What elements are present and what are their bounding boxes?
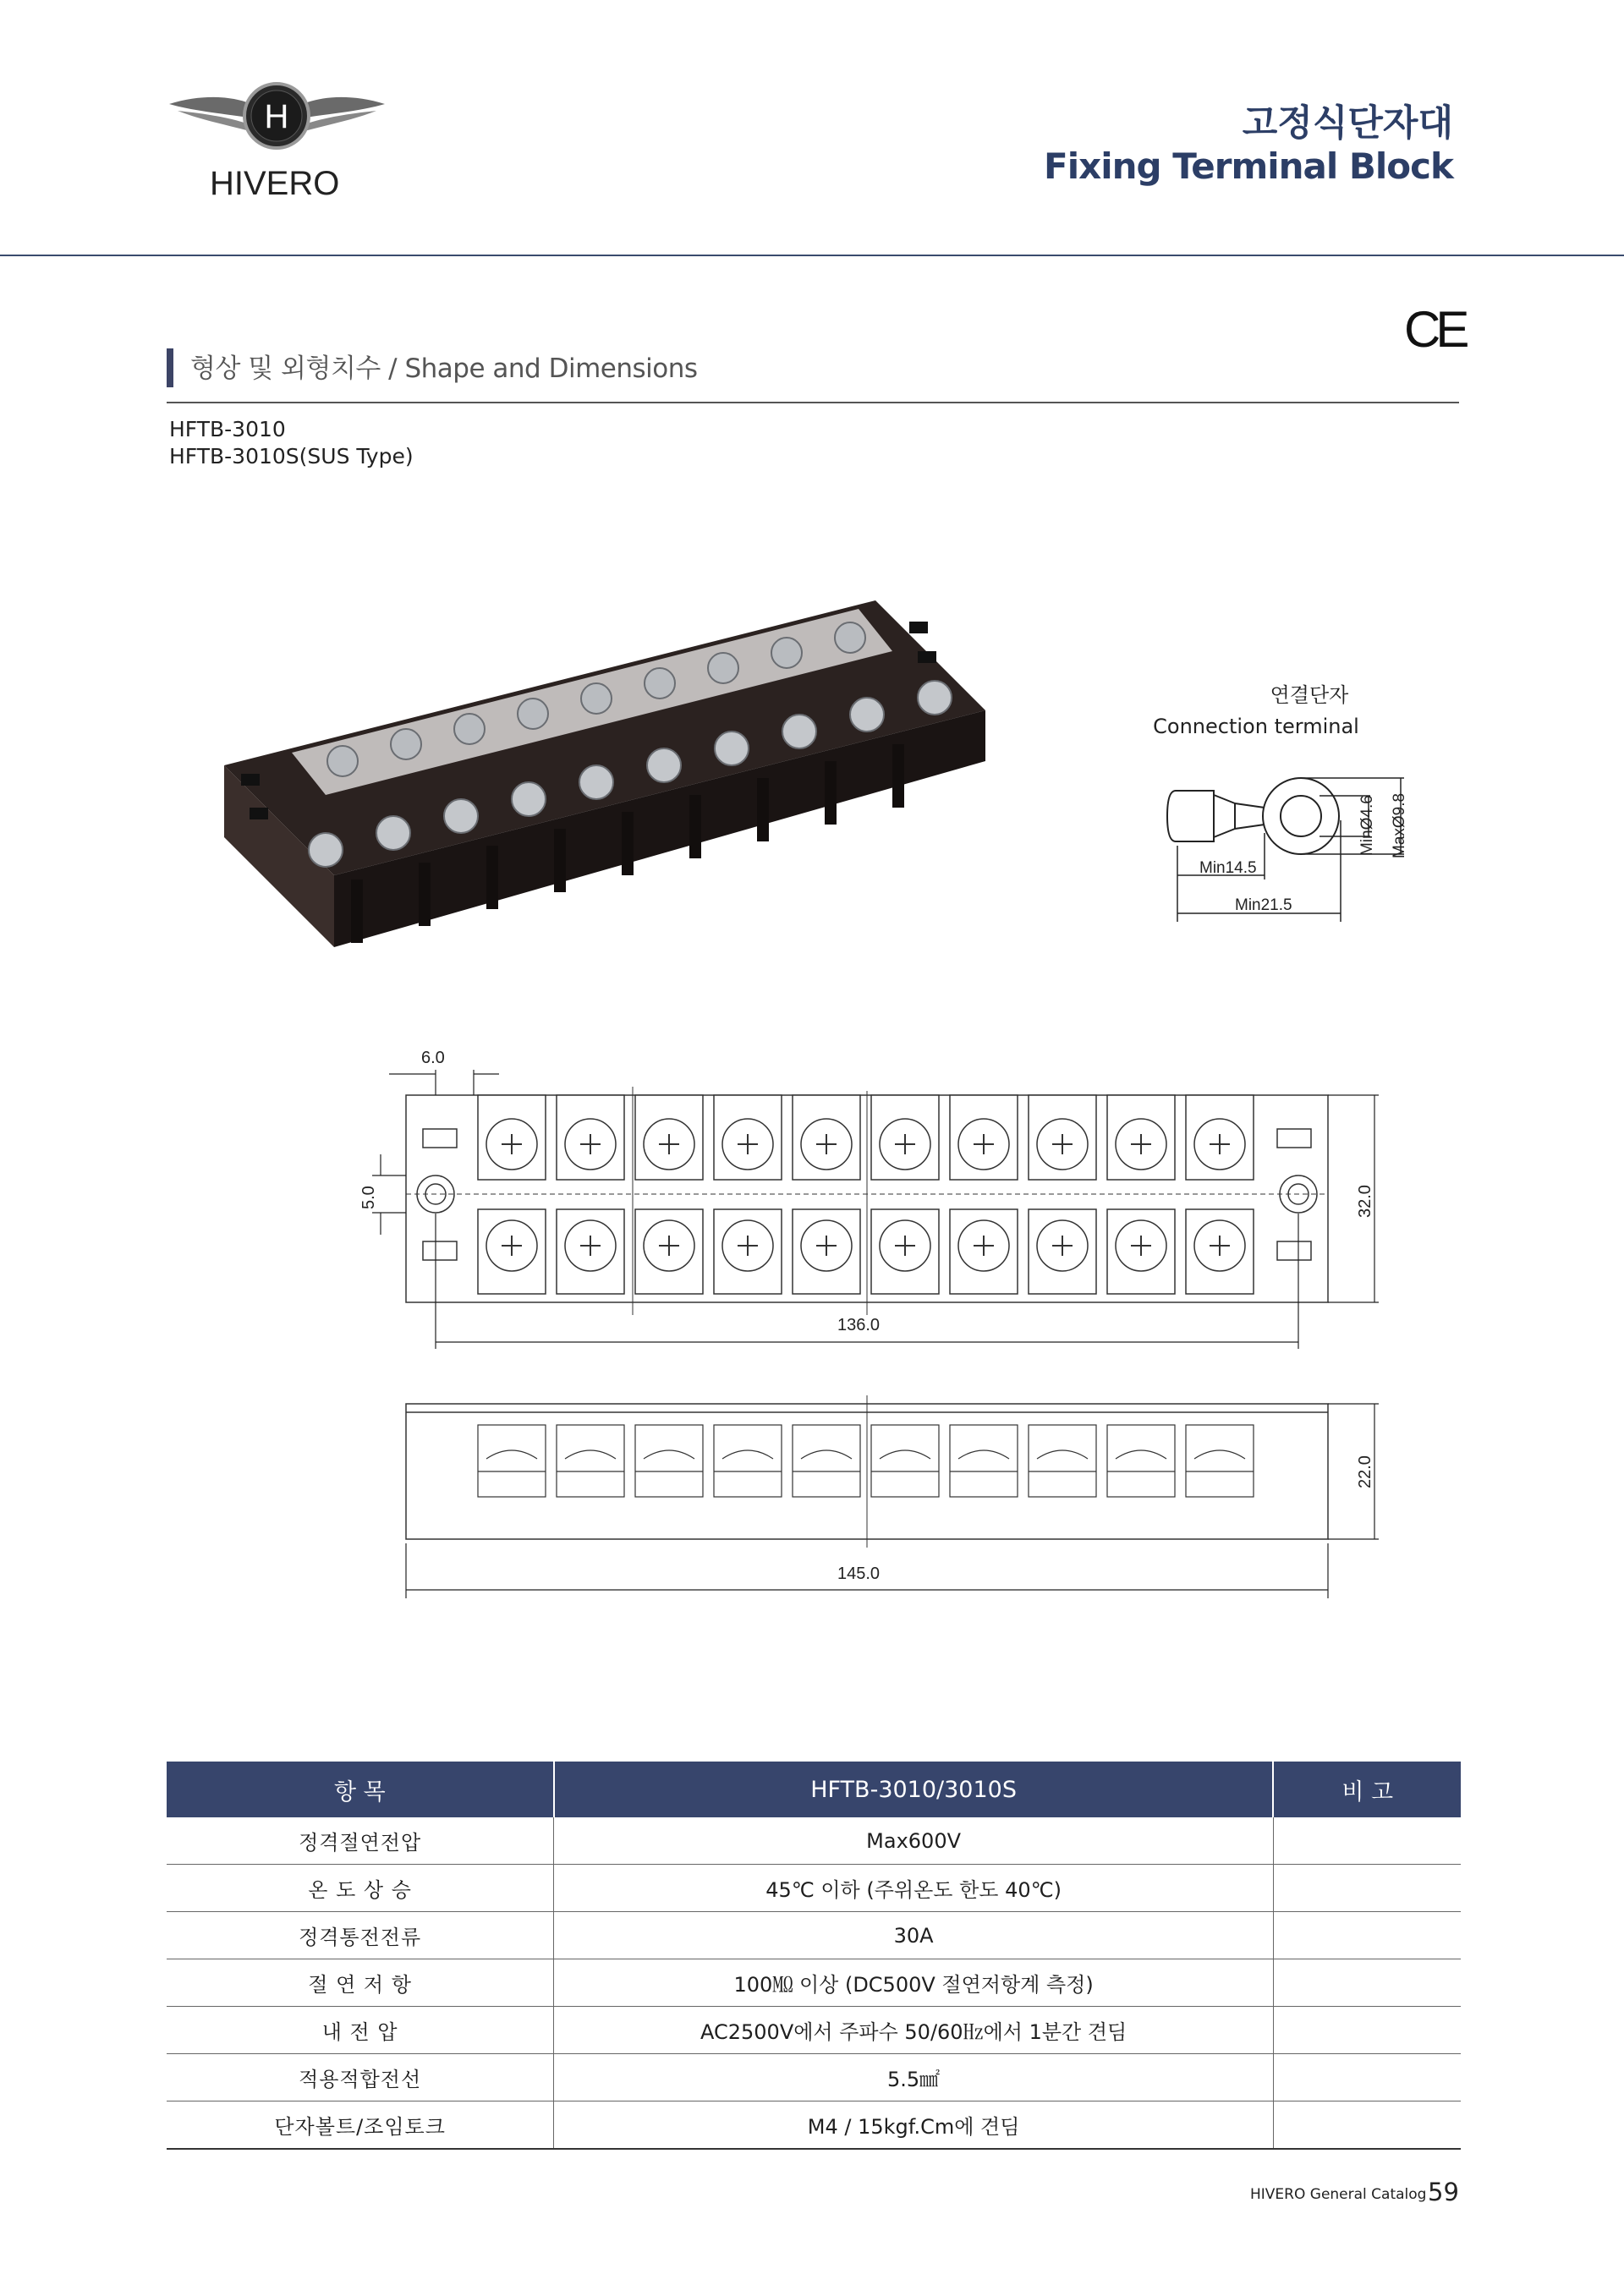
spec-item: 단자볼트/조임토크 <box>167 2101 554 2150</box>
dim-5: 5.0 <box>359 1186 378 1209</box>
connection-terminal-label-en: Connection terminal <box>1153 715 1359 738</box>
table-row <box>167 1959 1461 2007</box>
page-title-korean: 고정식단자대 <box>1242 102 1453 145</box>
table-row <box>167 2101 1461 2150</box>
header-item: 항 목 <box>167 1762 554 1817</box>
product-photo <box>216 584 994 964</box>
dim-145: 145.0 <box>837 1564 881 1583</box>
model-name-sus: HFTB-3010S(SUS Type) <box>169 444 414 469</box>
header-note: 비 고 <box>1273 1762 1461 1817</box>
dim-136: 136.0 <box>837 1316 881 1334</box>
spec-item: 정격절연전압 <box>167 1817 554 1865</box>
dim-min-14-5: Min14.5 <box>1199 859 1257 877</box>
spec-note <box>1273 2007 1461 2054</box>
logo-letter: H <box>264 98 289 135</box>
dim-min-hole: MinØ4.6 <box>1358 795 1376 856</box>
page-title-english: Fixing Terminal Block <box>1044 145 1453 187</box>
spec-value: M4 / 15kgf.Cm에 견딤 <box>554 2101 1274 2150</box>
dim-22: 22.0 <box>1356 1455 1374 1488</box>
spec-table <box>167 1762 1461 2150</box>
spec-note <box>1273 2101 1461 2150</box>
connection-terminal-drawing <box>1150 677 1429 930</box>
spec-note <box>1273 1959 1461 2007</box>
ce-mark: CE <box>1404 301 1465 358</box>
table-row <box>167 1817 1461 1865</box>
side-view-drawing <box>398 1387 1413 1603</box>
hivero-wings-icon <box>165 80 389 161</box>
spec-note <box>1273 1912 1461 1959</box>
table-row <box>167 1912 1461 1959</box>
spec-note <box>1273 1865 1461 1912</box>
spec-value: 45℃ 이하 (주위온도 한도 40℃) <box>554 1865 1274 1912</box>
table-row <box>167 1865 1461 1912</box>
header-divider <box>0 255 1624 256</box>
spec-item: 적용적합전선 <box>167 2054 554 2101</box>
section-title: 형상 및 외형치수 / Shape and Dimensions <box>190 353 698 384</box>
spec-value: 30A <box>554 1912 1274 1959</box>
dim-min-21-5: Min21.5 <box>1235 896 1292 914</box>
page-number: 59 <box>1428 2178 1459 2206</box>
dim-32: 32.0 <box>1356 1185 1374 1218</box>
section-divider <box>167 402 1459 403</box>
spec-item: 정격통전전류 <box>167 1912 554 1959</box>
table-row <box>167 2054 1461 2101</box>
spec-table-header <box>167 1762 1461 1817</box>
connection-terminal-label-ko: 연결단자 <box>1270 683 1349 707</box>
footer-catalog: HIVERO General Catalog <box>1250 2186 1427 2203</box>
spec-value: Max600V <box>554 1817 1274 1865</box>
spec-value: 100㏁ 이상 (DC500V 절연저항계 측정) <box>554 1959 1274 2007</box>
spec-value: AC2500V에서 주파수 50/60㎐에서 1분간 견딤 <box>554 2007 1274 2054</box>
spec-item: 절 연 저 항 <box>167 1959 554 2007</box>
brand-logo <box>165 80 389 161</box>
model-name: HFTB-3010 <box>169 417 286 441</box>
spec-item: 내 전 압 <box>167 2007 554 2054</box>
section-marker <box>167 348 173 387</box>
dim-6: 6.0 <box>421 1049 445 1067</box>
spec-note <box>1273 1817 1461 1865</box>
spec-item: 온 도 상 승 <box>167 1865 554 1912</box>
header-model: HFTB-3010/3010S <box>554 1762 1274 1817</box>
spec-note <box>1273 2054 1461 2101</box>
top-view-drawing <box>355 1044 1404 1357</box>
table-row <box>167 2007 1461 2054</box>
dim-max-outer: MaxØ9.8 <box>1391 792 1408 858</box>
brand-name: HIVERO <box>210 165 340 202</box>
spec-value: 5.5㎟ <box>554 2054 1274 2101</box>
